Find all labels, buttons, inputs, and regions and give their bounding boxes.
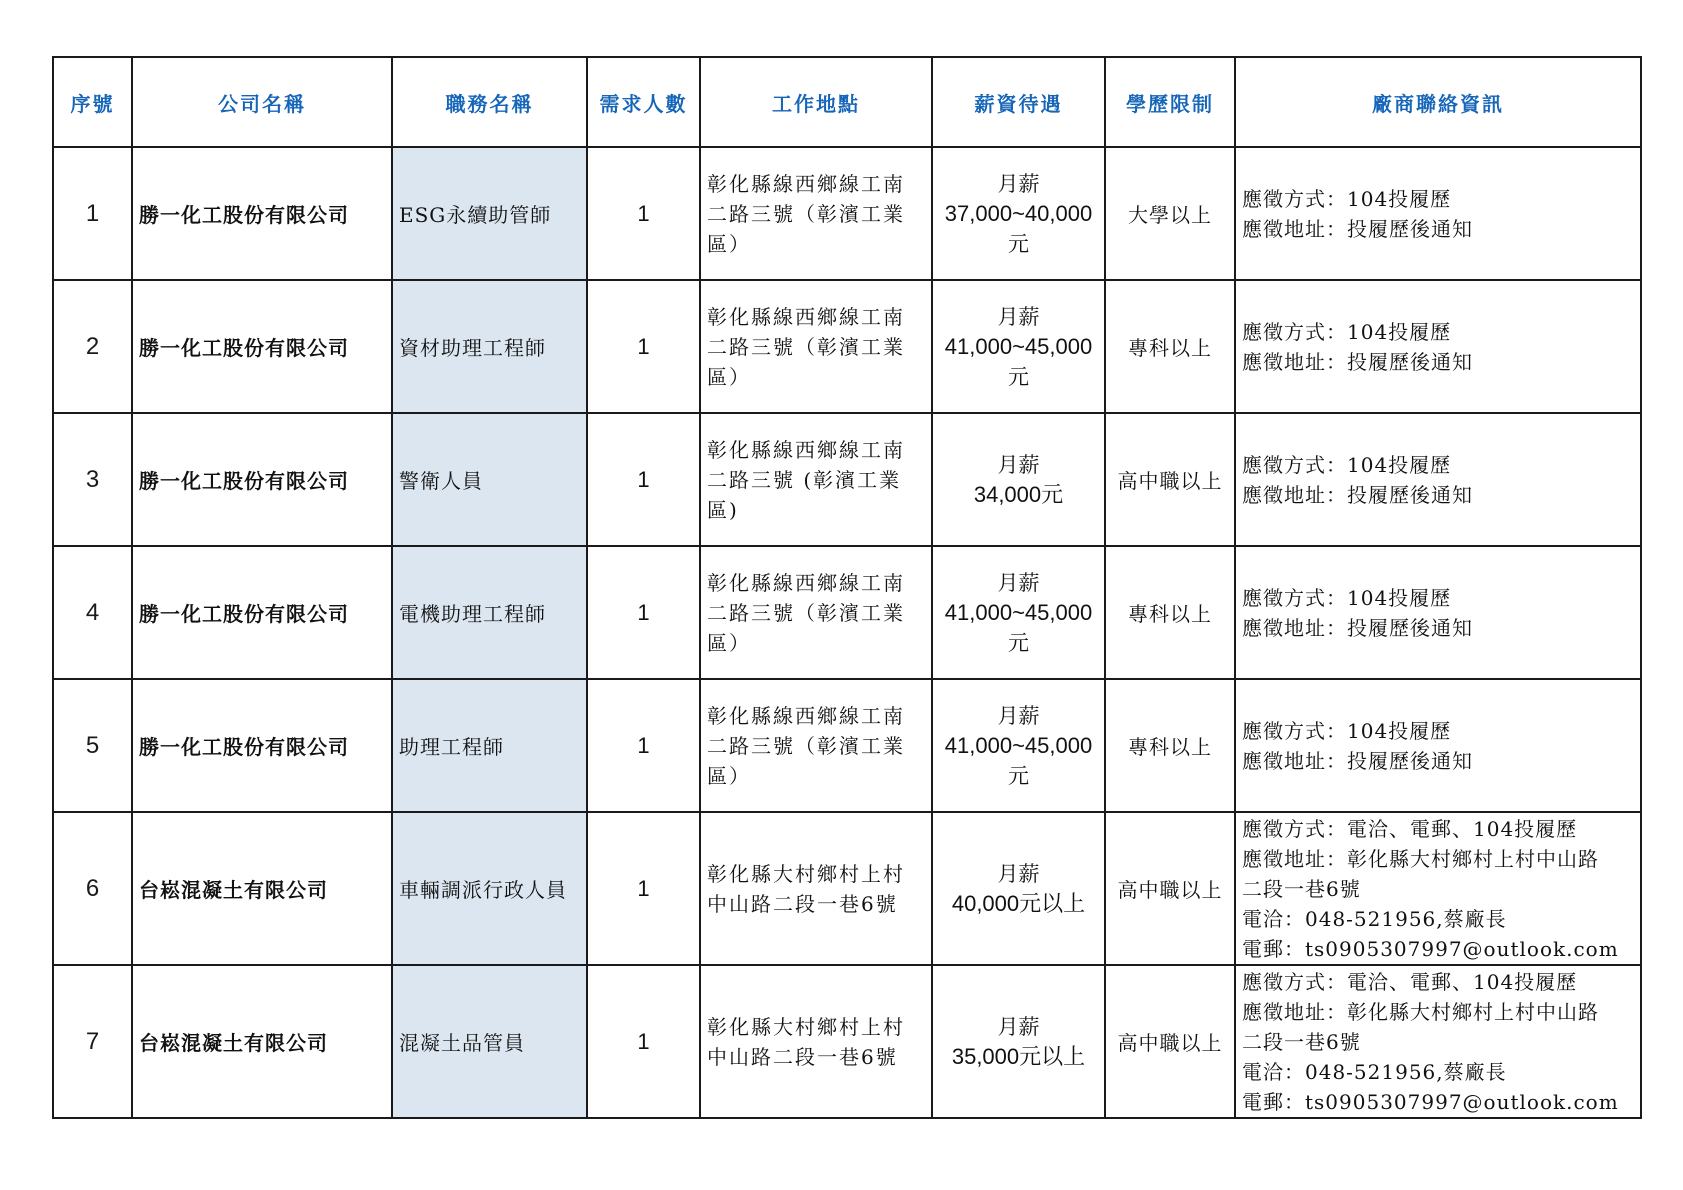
table-row bbox=[53, 147, 1641, 280]
salary-amount: 35,000元以上 bbox=[951, 1043, 1086, 1069]
contact-phone: 電洽：048-521956,蔡廠長 bbox=[1242, 1059, 1507, 1084]
company-name-cell: 勝一化工股份有限公司 bbox=[132, 679, 392, 812]
contact-info-cell bbox=[1235, 280, 1641, 413]
contact-info-cell bbox=[1235, 546, 1641, 679]
header-headcount: 需求人數 bbox=[587, 57, 700, 147]
serial-number-cell: 4 bbox=[53, 546, 132, 679]
table-row bbox=[53, 546, 1641, 679]
table-row bbox=[53, 812, 1641, 965]
header-company-name: 公司名稱 bbox=[132, 57, 392, 147]
job-title-cell: 車輛調派行政人員 bbox=[392, 812, 587, 965]
salary-unit: 元 bbox=[1008, 231, 1029, 256]
headcount-cell: 1 bbox=[587, 147, 700, 280]
serial-number-cell: 3 bbox=[53, 413, 132, 546]
salary-label: 月薪 bbox=[997, 1014, 1040, 1039]
contact-method: 應徵方式：104投履歷 bbox=[1242, 585, 1452, 610]
salary-cell bbox=[932, 965, 1105, 1118]
serial-number-cell: 6 bbox=[53, 812, 132, 965]
contact-info-cell bbox=[1235, 413, 1641, 546]
contact-address: 應徵地址：投履歷後通知 bbox=[1242, 748, 1473, 773]
job-title-cell: 助理工程師 bbox=[392, 679, 587, 812]
table-header-row bbox=[53, 57, 1641, 147]
salary-amount: 37,000~40,000 bbox=[944, 200, 1093, 226]
contact-address: 應徵地址：投履歷後通知 bbox=[1242, 615, 1473, 640]
contact-method: 應徵方式：104投履歷 bbox=[1242, 319, 1452, 344]
company-name-cell: 勝一化工股份有限公司 bbox=[132, 147, 392, 280]
contact-phone: 電洽：048-521956,蔡廠長 bbox=[1242, 906, 1507, 931]
header-serial-number: 序號 bbox=[53, 57, 132, 147]
education-cell: 高中職以上 bbox=[1105, 812, 1235, 965]
serial-number-cell: 5 bbox=[53, 679, 132, 812]
headcount-cell: 1 bbox=[587, 546, 700, 679]
salary-cell bbox=[932, 812, 1105, 965]
job-title-cell: 混凝土品管員 bbox=[392, 965, 587, 1118]
salary-cell bbox=[932, 546, 1105, 679]
company-name-cell: 勝一化工股份有限公司 bbox=[132, 546, 392, 679]
contact-info-cell bbox=[1235, 679, 1641, 812]
work-location-cell: 彰化縣大村鄉村上村中山路二段一巷6號 bbox=[700, 965, 932, 1118]
salary-cell bbox=[932, 280, 1105, 413]
salary-amount: 34,000元 bbox=[973, 481, 1064, 507]
work-location-cell: 彰化縣線西鄉線工南二路三號（彰濱工業區） bbox=[700, 280, 932, 413]
contact-method: 應徵方式：104投履歷 bbox=[1242, 718, 1452, 743]
header-salary: 薪資待遇 bbox=[932, 57, 1105, 147]
contact-method: 應徵方式：電洽、電郵、104投履歷 bbox=[1242, 816, 1578, 841]
work-location-cell: 彰化縣線西鄉線工南二路三號 (彰濱工業區) bbox=[700, 413, 932, 546]
company-name-cell: 台崧混凝土有限公司 bbox=[132, 965, 392, 1118]
education-cell: 專科以上 bbox=[1105, 280, 1235, 413]
table-row bbox=[53, 965, 1641, 1118]
contact-email: 電郵：ts0905307997@outlook.com bbox=[1242, 1089, 1619, 1114]
salary-label: 月薪 bbox=[997, 452, 1040, 477]
education-cell: 專科以上 bbox=[1105, 679, 1235, 812]
headcount-cell: 1 bbox=[587, 413, 700, 546]
table-row bbox=[53, 413, 1641, 546]
salary-unit: 元 bbox=[1008, 630, 1029, 655]
contact-info-cell bbox=[1235, 812, 1641, 965]
job-listing-table bbox=[52, 56, 1642, 1119]
headcount-cell: 1 bbox=[587, 679, 700, 812]
work-location-cell: 彰化縣大村鄉村上村中山路二段一巷6號 bbox=[700, 812, 932, 965]
company-name-cell: 台崧混凝土有限公司 bbox=[132, 812, 392, 965]
job-title-cell: 資材助理工程師 bbox=[392, 280, 587, 413]
contact-address: 應徵地址：投履歷後通知 bbox=[1242, 216, 1473, 241]
education-cell: 專科以上 bbox=[1105, 546, 1235, 679]
salary-label: 月薪 bbox=[997, 570, 1040, 595]
table-row bbox=[53, 280, 1641, 413]
salary-label: 月薪 bbox=[997, 171, 1040, 196]
work-location-cell: 彰化縣線西鄉線工南二路三號（彰濱工業區） bbox=[700, 679, 932, 812]
salary-amount: 41,000~45,000 bbox=[944, 333, 1093, 359]
salary-amount: 40,000元以上 bbox=[951, 890, 1086, 916]
education-cell: 高中職以上 bbox=[1105, 413, 1235, 546]
contact-method: 應徵方式：104投履歷 bbox=[1242, 186, 1452, 211]
salary-unit: 元 bbox=[1008, 364, 1029, 389]
job-title-cell: 警衛人員 bbox=[392, 413, 587, 546]
contact-address: 應徵地址：投履歷後通知 bbox=[1242, 349, 1473, 374]
salary-amount: 41,000~45,000 bbox=[944, 732, 1093, 758]
header-education: 學歷限制 bbox=[1105, 57, 1235, 147]
contact-address: 應徵地址：彰化縣大村鄉村上村中山路 bbox=[1242, 846, 1599, 871]
contact-email: 電郵：ts0905307997@outlook.com bbox=[1242, 936, 1619, 961]
header-work-location: 工作地點 bbox=[700, 57, 932, 147]
company-name-cell: 勝一化工股份有限公司 bbox=[132, 280, 392, 413]
salary-label: 月薪 bbox=[997, 861, 1040, 886]
salary-cell bbox=[932, 413, 1105, 546]
work-location-cell: 彰化縣線西鄉線工南二路三號（彰濱工業區） bbox=[700, 546, 932, 679]
header-job-title: 職務名稱 bbox=[392, 57, 587, 147]
contact-address-continued: 二段一巷6號 bbox=[1242, 876, 1361, 901]
education-cell: 大學以上 bbox=[1105, 147, 1235, 280]
table-row bbox=[53, 679, 1641, 812]
job-title-cell: ESG永續助管師 bbox=[392, 147, 587, 280]
serial-number-cell: 7 bbox=[53, 965, 132, 1118]
salary-unit: 元 bbox=[1008, 763, 1029, 788]
job-listing-sheet bbox=[52, 56, 1640, 1119]
contact-address: 應徵地址：彰化縣大村鄉村上村中山路 bbox=[1242, 999, 1599, 1024]
headcount-cell: 1 bbox=[587, 965, 700, 1118]
salary-amount: 41,000~45,000 bbox=[944, 599, 1093, 625]
job-title-cell: 電機助理工程師 bbox=[392, 546, 587, 679]
header-contact-info: 廠商聯絡資訊 bbox=[1235, 57, 1641, 147]
serial-number-cell: 2 bbox=[53, 280, 132, 413]
contact-method: 應徵方式：電洽、電郵、104投履歷 bbox=[1242, 969, 1578, 994]
salary-label: 月薪 bbox=[997, 703, 1040, 728]
company-name-cell: 勝一化工股份有限公司 bbox=[132, 413, 392, 546]
contact-info-cell bbox=[1235, 147, 1641, 280]
contact-method: 應徵方式：104投履歷 bbox=[1242, 452, 1452, 477]
contact-address-continued: 二段一巷6號 bbox=[1242, 1029, 1361, 1054]
salary-cell bbox=[932, 679, 1105, 812]
serial-number-cell: 1 bbox=[53, 147, 132, 280]
contact-info-cell bbox=[1235, 965, 1641, 1118]
contact-address: 應徵地址：投履歷後通知 bbox=[1242, 482, 1473, 507]
education-cell: 高中職以上 bbox=[1105, 965, 1235, 1118]
salary-label: 月薪 bbox=[997, 304, 1040, 329]
work-location-cell: 彰化縣線西鄉線工南二路三號（彰濱工業區） bbox=[700, 147, 932, 280]
headcount-cell: 1 bbox=[587, 812, 700, 965]
salary-cell bbox=[932, 147, 1105, 280]
headcount-cell: 1 bbox=[587, 280, 700, 413]
